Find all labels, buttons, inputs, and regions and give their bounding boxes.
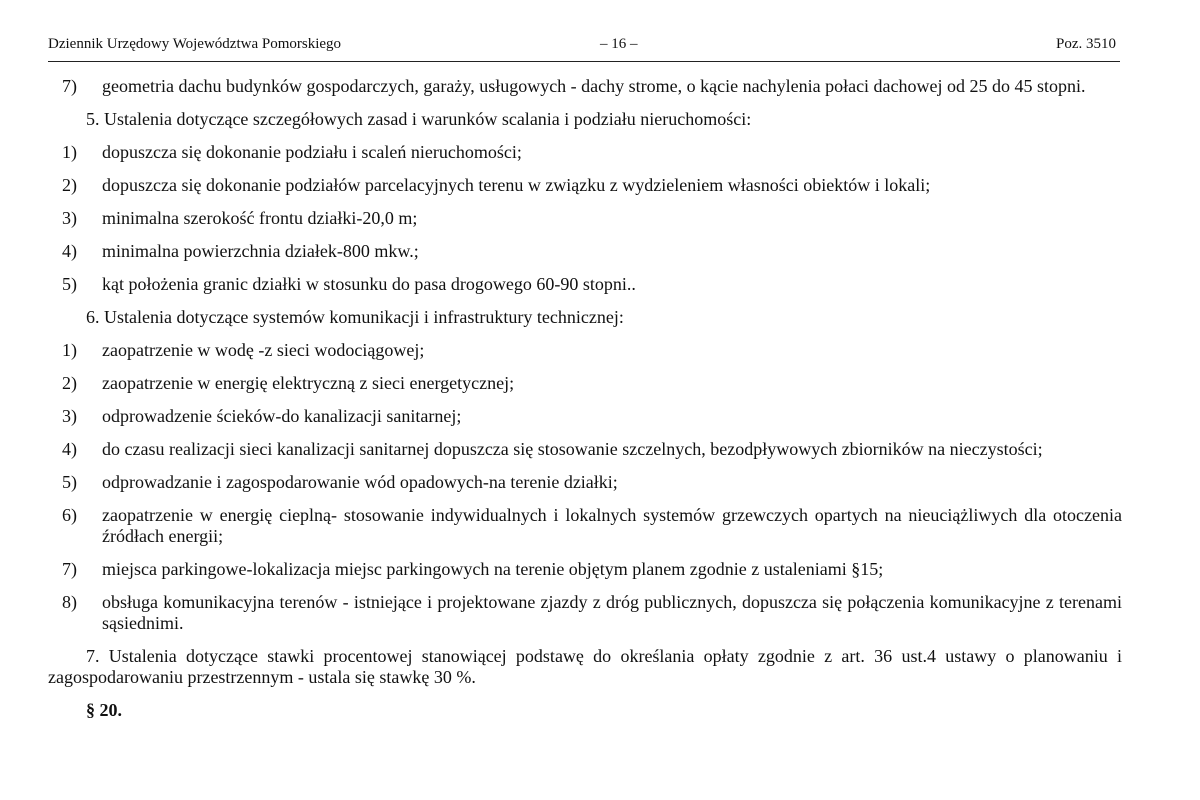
list-item	[48, 340, 1122, 361]
list-item-number: 3)	[62, 208, 77, 228]
page-number: – 16 –	[600, 36, 638, 52]
list-item-number: 2)	[62, 373, 77, 393]
list-item	[48, 76, 1122, 97]
list-item-number: 1)	[62, 340, 77, 360]
list-item	[48, 373, 1122, 394]
section-5-heading: 5. Ustalenia dotyczące szczegółowych zasad i warunków scalania i podziału nieruchomości:	[86, 109, 752, 129]
page-header	[48, 36, 1116, 58]
list-item	[48, 505, 1122, 547]
list-item-text: minimalna powierzchnia działek-800 mkw.;	[102, 241, 419, 261]
list-item-text: zaopatrzenie w energię cieplną- stosowanie indywidualnych i lokalnych systemów grzewczych opartych na nieuciążliwych dla otoczenia źródłach energii;	[102, 505, 1122, 546]
list-item-text: geometria dachu budynków gospodarczych, garaży, usługowych - dachy strome, o kącie nachylenia połaci dachowej od 25 do 45 stopni.	[102, 76, 1086, 96]
list-item-text: do czasu realizacji sieci kanalizacji sanitarnej dopuszcza się stosowanie szczelnych, bezodpływowych zbiorników na nieczystości;	[102, 439, 1043, 459]
list-item	[48, 142, 1122, 163]
list-item	[48, 559, 1122, 580]
list-item-text: kąt położenia granic działki w stosunku do pasa drogowego 60-90 stopni..	[102, 274, 636, 294]
section-6-heading: 6. Ustalenia dotyczące systemów komunikacji i infrastruktury technicznej:	[86, 307, 624, 327]
list-item-text: odprowadzanie i zagospodarowanie wód opadowych-na terenie działki;	[102, 472, 618, 492]
list-item-text: odprowadzenie ścieków-do kanalizacji sanitarnej;	[102, 406, 462, 426]
position-number: Poz. 3510	[1056, 36, 1116, 52]
list-item-number: 4)	[62, 241, 77, 261]
list-item-text: obsługa komunikacyjna terenów - istniejące i projektowane zjazdy z dróg publicznych, dopuszcza się połączenia komunikacyjne z terenami sąsiednimi.	[102, 592, 1122, 633]
list-item	[48, 472, 1122, 493]
list-item	[48, 439, 1122, 460]
list-item-text: miejsca parkingowe-lokalizacja miejsc parkingowych na terenie objętym planem zgodnie z ustaleniami §15;	[102, 559, 884, 579]
list-item-text: minimalna szerokość frontu działki-20,0 m;	[102, 208, 418, 228]
header-divider	[48, 61, 1120, 62]
list-item	[48, 208, 1122, 229]
list-item	[48, 175, 1122, 196]
section-7-text: 7. Ustalenia dotyczące stawki procentowej stanowiącej podstawę do określania opłaty zgodnie z art. 36 ust.4 ustawy o planowaniu i zagospodarowaniu przestrzennym - ustala się stawkę 30 %.	[48, 646, 1122, 687]
list-item-text: dopuszcza się dokonanie podziału i scaleń nieruchomości;	[102, 142, 522, 162]
list-item-text: zaopatrzenie w wodę -z sieci wodociągowej;	[102, 340, 425, 360]
list-item-number: 7)	[62, 559, 77, 579]
list-item-number: 5)	[62, 274, 77, 294]
list-item-number: 8)	[62, 592, 77, 612]
paragraph-mark: § 20.	[86, 700, 122, 720]
list-item-number: 6)	[62, 505, 77, 525]
list-item-number: 5)	[62, 472, 77, 492]
list-item-number: 4)	[62, 439, 77, 459]
journal-title: Dziennik Urzędowy Województwa Pomorskiego	[48, 36, 342, 52]
list-item-text: dopuszcza się dokonanie podziałów parcelacyjnych terenu w związku z wydzieleniem własności obiektów i lokali;	[102, 175, 931, 195]
list-item-text: zaopatrzenie w energię elektryczną z sieci energetycznej;	[102, 373, 515, 393]
list-item-number: 1)	[62, 142, 77, 162]
list-item-number: 7)	[62, 76, 77, 96]
list-item	[48, 592, 1122, 634]
list-item	[48, 274, 1122, 295]
list-item-number: 2)	[62, 175, 77, 195]
list-item	[48, 241, 1122, 262]
list-item-number: 3)	[62, 406, 77, 426]
document-body	[48, 76, 1122, 721]
list-item	[48, 406, 1122, 427]
